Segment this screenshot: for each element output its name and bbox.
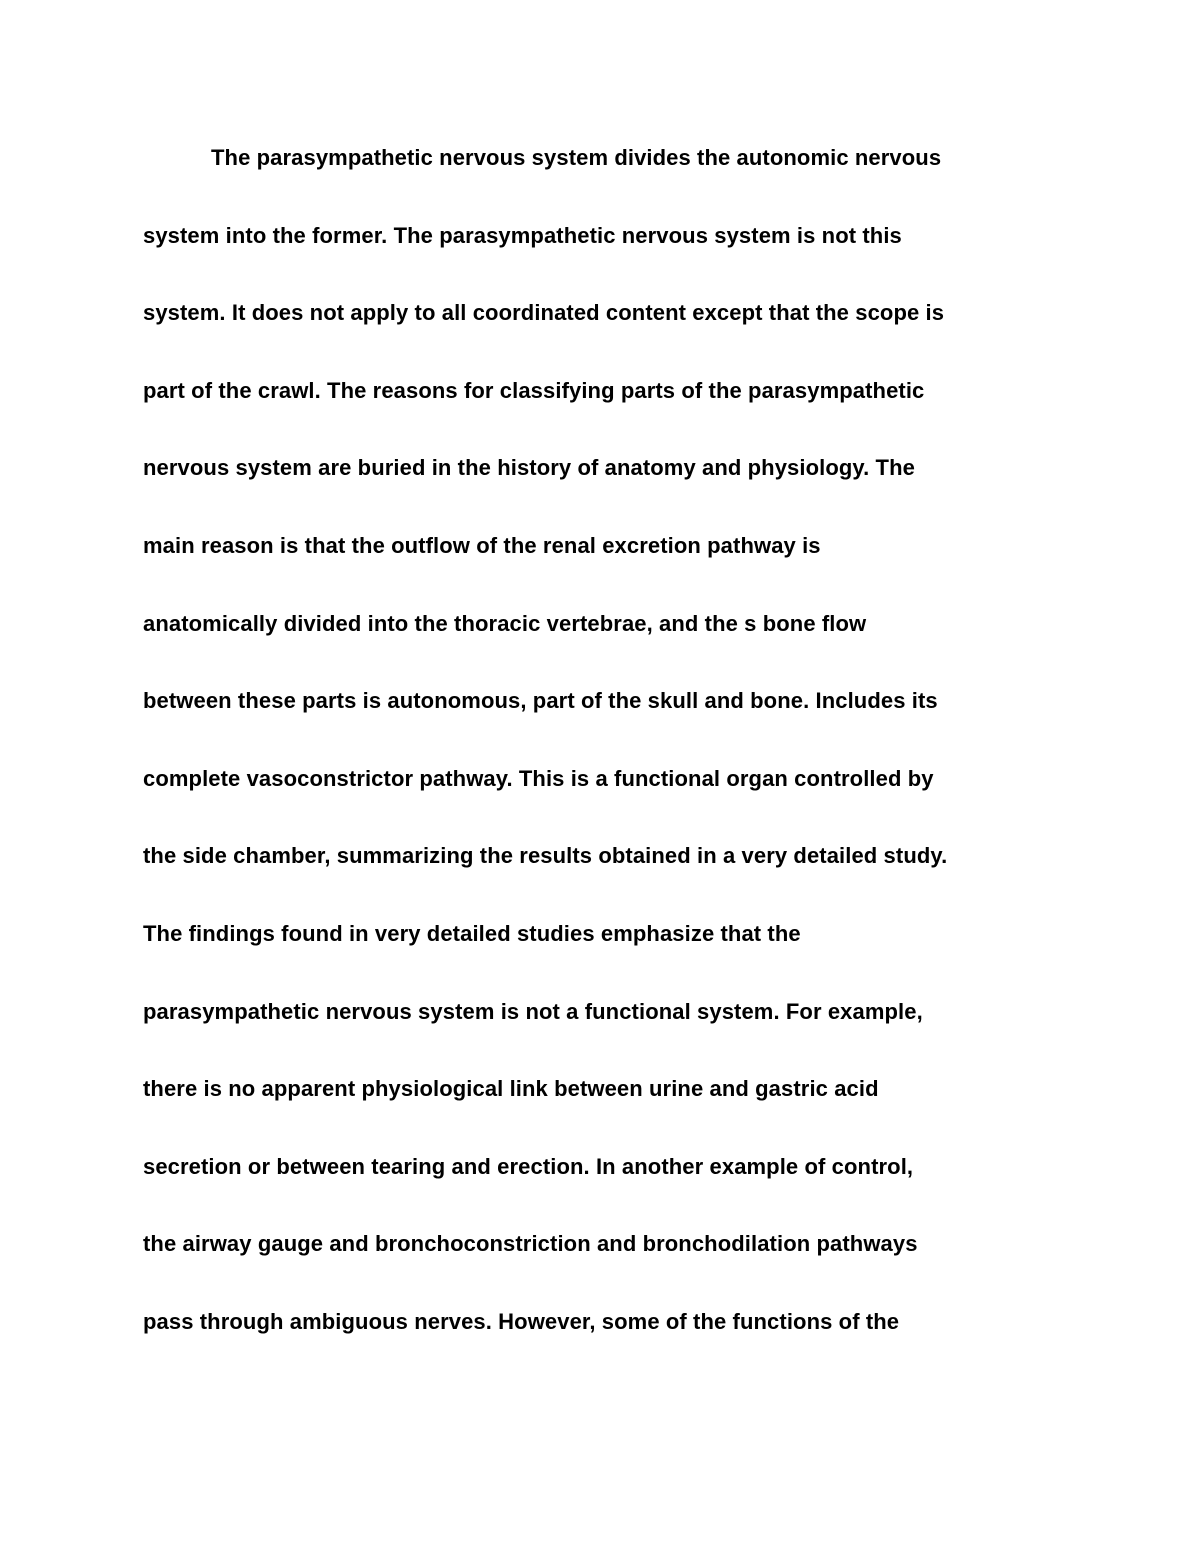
text-line: The parasympathetic nervous system divides the autonomic nervous	[211, 145, 942, 170]
text-line: the side chamber, summarizing the results obtained in a very detailed study.	[143, 843, 948, 869]
text-line: system into the former. The parasympathetic nervous system is not this	[143, 222, 902, 248]
body-paragraph	[143, 140, 1073, 1382]
text-line: parasympathetic nervous system is not a functional system. For example,	[143, 998, 923, 1024]
text-line: the airway gauge and bronchoconstriction and bronchodilation pathways	[143, 1231, 918, 1257]
text-line: there is no apparent physiological link between urine and gastric acid	[143, 1076, 879, 1102]
text-line: part of the crawl. The reasons for classifying parts of the parasympathetic	[143, 377, 925, 403]
text-line: main reason is that the outflow of the renal excretion pathway is	[143, 532, 821, 558]
text-line: complete vasoconstrictor pathway. This is a functional organ controlled by	[143, 765, 934, 791]
text-line: anatomically divided into the thoracic vertebrae, and the s bone flow	[143, 610, 867, 636]
text-line: secretion or between tearing and erection. In another example of control,	[143, 1153, 914, 1179]
text-line: nervous system are buried in the history of anatomy and physiology. The	[143, 455, 915, 481]
text-line: system. It does not apply to all coordinated content except that the scope is	[143, 300, 945, 326]
text-line: The findings found in very detailed studies emphasize that the	[143, 920, 801, 946]
text-line: between these parts is autonomous, part of the skull and bone. Includes its	[143, 688, 938, 714]
text-line: pass through ambiguous nerves. However, some of the functions of the	[143, 1308, 900, 1334]
